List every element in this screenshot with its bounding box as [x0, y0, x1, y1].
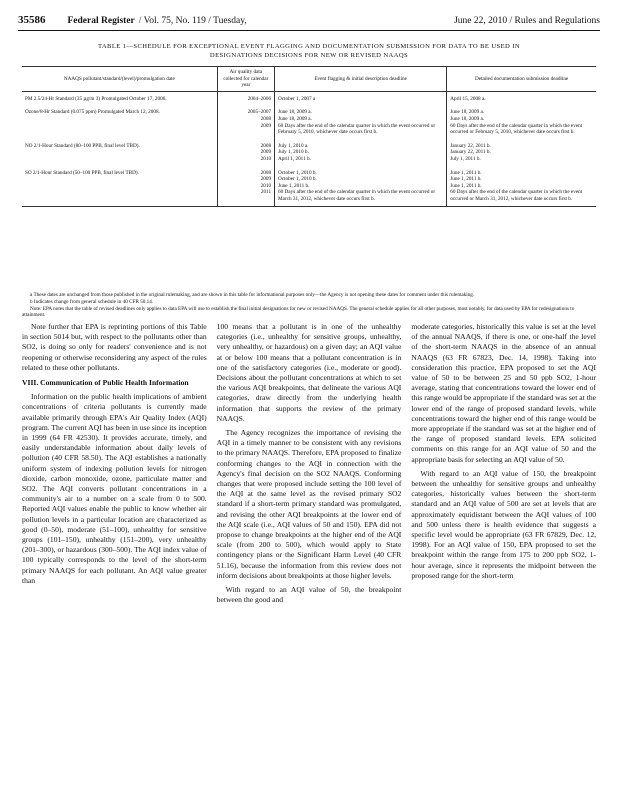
- body-columns: [22, 322, 596, 609]
- table-title: [24, 42, 594, 60]
- paragraph: Note further that EPA is reprinting portions of this Table in section 5014 but, with respect to the pollutants other than SO2, is doing so only for readers' convenience and is not reopening or otherwise reconsidering any aspect of the rules related to these other pollutants.: [22, 322, 207, 372]
- paragraph: With regard to an AQI value of 50, the breakpoint between the good and: [216, 585, 402, 605]
- cell-pollutant: PM 2.5/24-Hr Standard (35 µg/m 3) Promulgated October 17, 2006.: [25, 95, 167, 102]
- table-row: [22, 105, 596, 138]
- cell-flagging: October 1, 2007 a: [275, 91, 447, 105]
- footnote-b: b Indicates change from general schedule in 40 CFR 50.14.: [30, 298, 154, 305]
- paragraph: Information on the public health implications of ambient concentrations of criteria pollutants is currently made available primarily through EPA's Air Quality Index (AQI) program. The current AQI has been in use since its inception in 1999 (64 FR 42530). It provides accurate, timely, and easily understandable information about daily levels of pollution (40 CFR 58.50). The AQI establishes a nationally uniform system of indexing pollution levels for nitrogen dioxide, carbon monoxide, ozone, particulate matter and SO2. The AQI converts pollutant concentrations in a community's air to a number on a scale from 0 to 500. Reported AQI values enable the public to know whether air pollution levels in a particular location are characterized as good (0–50), moderate (51–100), unhealthy for sensitive groups (101–150), unhealthy (151–200), very unhealthy (201–300), or hazardous (300–500). The AQI index value of 100 typically corresponds to the level of the short-term primary NAAQS for each pollutant. An AQI value greater than: [22, 392, 207, 585]
- cell-documentation: April 15, 2008 a.: [447, 91, 596, 105]
- cell-pollutant: NO 2/1-Hour Standard (80–100 PPB, final level TBD).: [25, 142, 140, 149]
- table-header-row: [22, 67, 596, 92]
- cell-pollutant: Ozone/8-Hr Standard (0.075 ppm) Promulgated March 12, 2008.: [25, 109, 160, 116]
- table-row: [22, 139, 596, 166]
- header-documentation: Detailed documentation submission deadline: [447, 67, 596, 92]
- header-pollutant: NAAQS pollutant/standard/(level)/promulgation date: [22, 67, 217, 92]
- schedule-table: [22, 66, 596, 207]
- cell-years: 2004–2006: [217, 91, 274, 105]
- header-rule: [18, 30, 600, 31]
- page-number: 35586: [18, 14, 46, 26]
- table-row: [22, 166, 596, 206]
- table-footnotes: [22, 292, 596, 319]
- cell-years: 2008 2009 2010 2011: [217, 166, 274, 206]
- cell-years: 2005–2007 2008 2009: [217, 105, 274, 138]
- issue-date-section: June 22, 2010 / Rules and Regulations: [454, 16, 600, 26]
- header-flagging: Event flagging & initial description deadline: [275, 67, 447, 92]
- cell-years: 2008 2009 2010: [217, 139, 274, 166]
- table-body: [22, 91, 596, 206]
- table-title-line-1: TABLE 1—SCHEDULE FOR EXCEPTIONAL EVENT FLAGGING AND DOCUMENTATION SUBMISSION FOR DATA TO BE USED IN: [97, 43, 521, 50]
- column-2: [217, 322, 402, 609]
- paragraph: With regard to an AQI value of 150, the breakpoint between the unhealthy for sensitive groups and unhealthy categories, historically values between the short-term standard and an AQI value of 500 are set at levels that are approximately equidistant between the AQI values of 100 and 500 unless there is health evidence that suggests a specific level would be appropriate (63 FR 67829, Dec. 12, 1998). For an AQI value of 150, EPA proposed to set the breakpoint within the range from 175 to 200 ppb SO2, 1-hour average, since it represents the midpoint between the proposed range for the short-term: [411, 468, 597, 580]
- paragraph: 100 means that a pollutant is in one of the unhealthy categories (i.e., unhealthy for sensitive groups, unhealthy, very unhealthy, or hazardous) on a given day; an AQI value at or below 100 means that a pollutant concentration is in one of the satisfactory categories (i.e., moderate or good). Decisions about the pollutant concentrations at which to set the various AQI breakpoints, that delineate the various AQI categories, draw directly from the underlying health information that supports the review of the primary NAAQS.: [216, 322, 402, 423]
- footnote-a: a These dates are unchanged from those published in the original rulemaking, and are shown in this table for informational purposes only—the Agency is not opening these dates for comment under this rulemaking.: [30, 292, 475, 298]
- cell-documentation: June 18, 2009 a. June 18, 2009 a. 60 Days after the end of the calendar quarter in which the event occurred or February 5, 2010, whichever date occurs first b.: [447, 105, 596, 138]
- cell-pollutant: SO 2/1-Hour Standard (50–100 PPB, final level TBD).: [22, 166, 217, 206]
- header-years: Air quality data collected for calendar year: [217, 67, 274, 92]
- journal-name: Federal Register: [67, 16, 135, 26]
- cell-flagging: July 1, 2010 a. July 1, 2010 b. April 1, 2011 b.: [275, 139, 447, 166]
- paragraph: moderate categories, historically this value is set at the level of the annual NAAQS, if there is one, or one-half the level of the short-term NAAQS in the absence of an annual NAAQS (63 FR 67823, Dec. 14, 1998). Taking into consideration this practice, EPA proposed to set the AQI value of 50 to be between 25 and 50 ppb SO2, 1-hour average, stating that concentrations toward the lower end of this range would be appropriate if the standard was set at the lower end of the range of proposed standard levels, while concentrations toward the higher end of this range would be more appropriate if the standard was set at the higher end of the range of proposed standard levels. EPA solicited comments on this range for an AQI value of 50 and the appropriate basis for selecting an AQI value of 50.: [411, 322, 597, 464]
- cell-documentation: June 1, 2011 b. June 1, 2011 b. June 1, 2011 b. 60 Days after the end of the calendar quarter in which the event occurred or March 31, 2012, whichever date occurs first b.: [447, 166, 596, 206]
- cell-flagging: October 1, 2010 b. October 1, 2010 b. June 1, 2011 b. 60 Days after the end of the calendar quarter in which the event occurred or March 31, 2012, whichever date occurs first b.: [275, 166, 447, 206]
- issue-info: / Vol. 75, No. 119 / Tuesday,: [138, 16, 247, 26]
- cell-documentation: January 22, 2011 b. January 22, 2011 b. July 1, 2011 b.: [447, 139, 596, 166]
- paragraph: The Agency recognizes the importance of revising the AQI in a timely manner to be consistent with any revisions to the primary NAAQS. Therefore, EPA proposed to finalize conforming changes to the AQI in connection with the Agency's final decision on the SO2 NAAQS. Conforming changes that were proposed include setting the 100 level of the AQI at the same level as the revised primary SO2 standard if a short-term primary standard was promulgated, and revising the other AQI breakpoints at the lower end of the AQI scale (i.e., AQI values of 50 and 150). EPA did not propose to change breakpoints at the higher end of the AQI scale (from 200 to 500), which would apply to State contingency plans or the Significant Harm Level (40 CFR 51.16), because the information from this review does not inform decisions about breakpoints at those higher levels.: [216, 428, 402, 580]
- column-3: [411, 322, 596, 609]
- cell-flagging: June 18, 2009 a. June 18, 2009 a. 60 Days after the end of the calendar quarter in which the event occurred or February 5, 2010, whichever date occurs first b.: [275, 105, 447, 138]
- section-heading: VIII. Communication of Public Health Information: [22, 378, 189, 388]
- page-header: [18, 12, 600, 26]
- footnote-note: Note: EPA notes that the table of revised deadlines only applies to data EPA will use to establish the final initial designations for new or revised NAAQS. The general schedule applies for all other purposes, most notably, for data used by EPA for redesignations to attainment.: [22, 305, 575, 319]
- table-title-line-2: DESIGNATIONS DECISIONS FOR NEW OR REVISED NAAQS: [209, 52, 409, 59]
- table-row: [22, 91, 596, 105]
- column-1: [22, 322, 207, 609]
